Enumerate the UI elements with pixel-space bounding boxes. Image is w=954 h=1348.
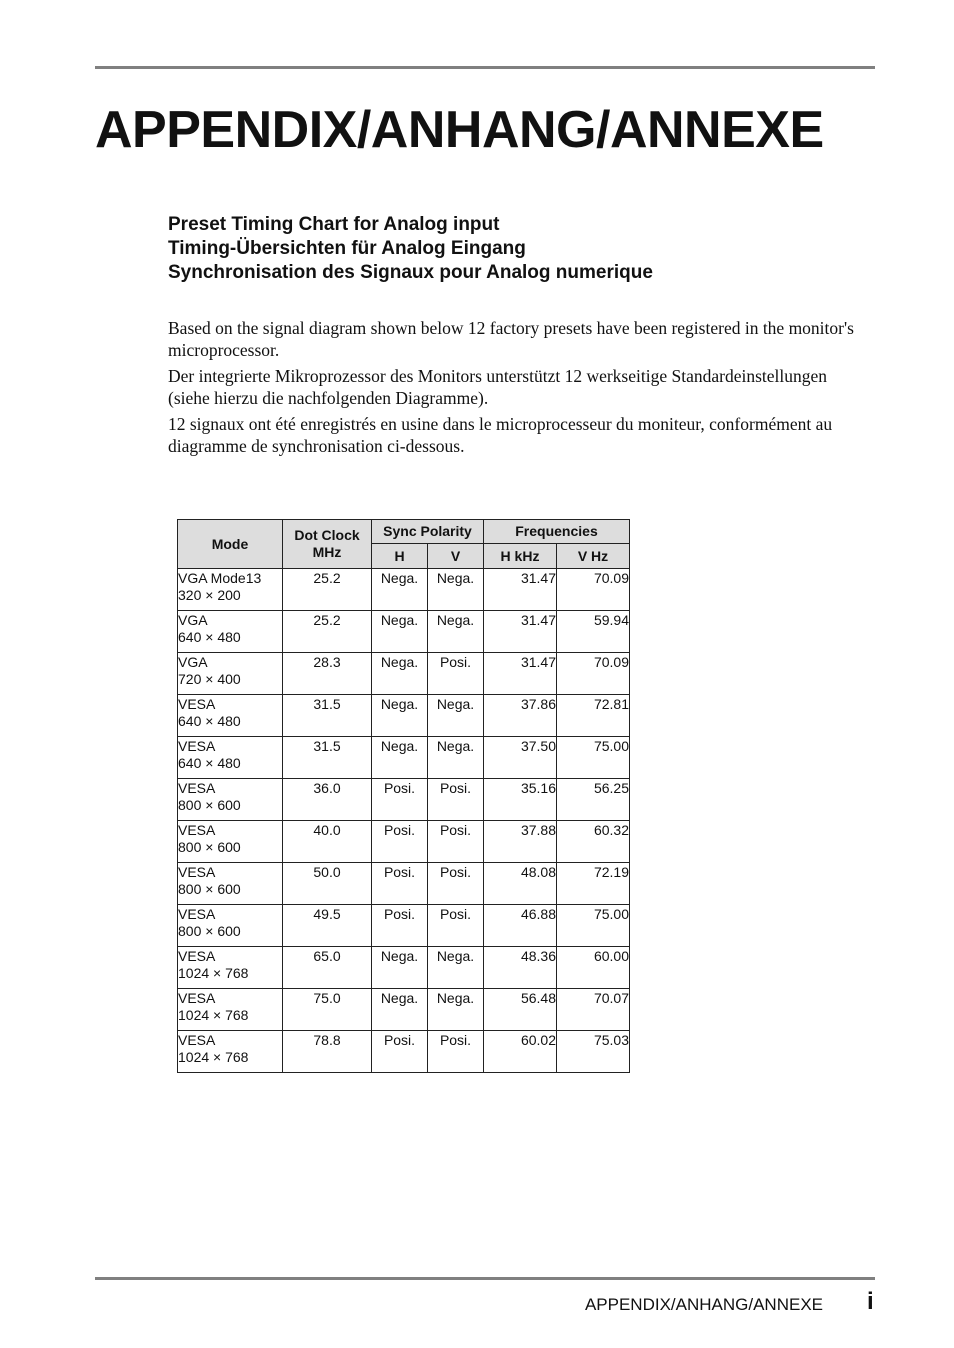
- mode-cell: [178, 569, 283, 611]
- mode-name: VESA: [178, 906, 216, 922]
- h-khz-value: 31.47: [520, 654, 556, 670]
- v-polarity-value: Nega.: [436, 948, 475, 964]
- table-row: [178, 1031, 630, 1073]
- v-hz-value: 70.07: [593, 990, 629, 1006]
- v-hz-cell: [557, 569, 630, 611]
- v-hz-value: 60.00: [593, 948, 629, 964]
- dot-clock-value: 31.5: [313, 696, 341, 712]
- dot-clock-cell: [283, 905, 372, 947]
- mode-resolution: 640 × 480: [178, 713, 241, 729]
- preset-timing-table: [177, 519, 630, 1073]
- table-row: [178, 569, 630, 611]
- header-h-khz: H kHz: [484, 544, 557, 569]
- h-polarity-value: Posi.: [383, 780, 416, 796]
- v-hz-cell: [557, 863, 630, 905]
- h-polarity-value: Posi.: [383, 864, 416, 880]
- mode-name: VGA Mode13: [178, 570, 262, 586]
- v-hz-value: 70.09: [593, 654, 629, 670]
- v-polarity-cell: [428, 989, 484, 1031]
- v-hz-cell: [557, 821, 630, 863]
- dot-clock-cell: [283, 737, 372, 779]
- h-polarity-cell: [372, 1031, 428, 1073]
- mode-cell: [178, 863, 283, 905]
- dot-clock-cell: [283, 779, 372, 821]
- dot-clock-value: 31.5: [313, 738, 341, 754]
- heading-english: Preset Timing Chart for Analog input: [168, 214, 500, 235]
- v-polarity-cell: [428, 569, 484, 611]
- h-polarity-cell: [372, 905, 428, 947]
- mode-resolution: 800 × 600: [178, 839, 241, 855]
- v-polarity-cell: [428, 779, 484, 821]
- dot-clock-cell: [283, 821, 372, 863]
- h-polarity-value: Nega.: [380, 612, 419, 628]
- dot-clock-cell: [283, 653, 372, 695]
- h-polarity-cell: [372, 779, 428, 821]
- header-dot-clock-unit: MHz: [312, 544, 342, 560]
- v-hz-cell: [557, 947, 630, 989]
- v-polarity-value: Posi.: [439, 864, 472, 880]
- dot-clock-cell: [283, 695, 372, 737]
- mode-name: VESA: [178, 990, 216, 1006]
- h-polarity-cell: [372, 947, 428, 989]
- mode-name: VESA: [178, 738, 216, 754]
- h-polarity-cell: [372, 989, 428, 1031]
- h-polarity-value: Nega.: [380, 948, 419, 964]
- v-polarity-cell: [428, 611, 484, 653]
- h-polarity-cell: [372, 821, 428, 863]
- v-polarity-cell: [428, 695, 484, 737]
- v-hz-cell: [557, 611, 630, 653]
- mode-name: VESA: [178, 1032, 216, 1048]
- mode-cell: [178, 779, 283, 821]
- table-row: [178, 947, 630, 989]
- v-hz-cell: [557, 989, 630, 1031]
- h-polarity-cell: [372, 737, 428, 779]
- heading-german: Timing-Übersichten für Analog Eingang: [168, 238, 526, 259]
- header-mode: Mode: [178, 520, 283, 569]
- paragraph-french: 12 signaux ont été enregistrés en usine dans le microprocesseur du moniteur, conformément au diagramme de synchronisation ci-dessous.: [168, 414, 833, 456]
- v-hz-value: 70.09: [593, 570, 629, 586]
- v-hz-value: 75.00: [593, 906, 629, 922]
- v-hz-cell: [557, 779, 630, 821]
- v-polarity-value: Posi.: [439, 1032, 472, 1048]
- h-khz-value: 60.02: [520, 1032, 556, 1048]
- dot-clock-value: 65.0: [313, 948, 341, 964]
- h-khz-cell: [484, 779, 557, 821]
- dot-clock-value: 28.3: [313, 654, 341, 670]
- v-polarity-value: Nega.: [436, 612, 475, 628]
- mode-resolution: 1024 × 768: [178, 1049, 249, 1065]
- header-v-hz: V Hz: [557, 544, 630, 569]
- v-polarity-cell: [428, 947, 484, 989]
- table-row: [178, 821, 630, 863]
- dot-clock-value: 78.8: [313, 1032, 341, 1048]
- h-khz-value: 48.36: [520, 948, 556, 964]
- h-polarity-value: Nega.: [380, 570, 419, 586]
- table-row: [178, 653, 630, 695]
- page-title: APPENDIX/ANHANG/ANNEXE: [95, 101, 824, 159]
- table-row: [178, 905, 630, 947]
- footer-label: APPENDIX/ANHANG/ANNEXE: [584, 1295, 823, 1314]
- h-khz-cell: [484, 1031, 557, 1073]
- mode-resolution: 640 × 480: [178, 755, 241, 771]
- table-row: [178, 695, 630, 737]
- v-polarity-cell: [428, 737, 484, 779]
- header-h: H: [372, 544, 428, 569]
- h-khz-cell: [484, 737, 557, 779]
- mode-resolution: 800 × 600: [178, 881, 241, 897]
- v-hz-cell: [557, 653, 630, 695]
- h-polarity-cell: [372, 611, 428, 653]
- h-polarity-value: Nega.: [380, 990, 419, 1006]
- v-hz-value: 59.94: [593, 612, 629, 628]
- h-polarity-cell: [372, 569, 428, 611]
- mode-cell: [178, 1031, 283, 1073]
- mode-name: VESA: [178, 822, 216, 838]
- h-polarity-cell: [372, 695, 428, 737]
- page-number: i: [867, 1288, 874, 1315]
- mode-name: VGA: [178, 654, 208, 670]
- dot-clock-cell: [283, 947, 372, 989]
- mode-name: VESA: [178, 696, 216, 712]
- table-row: [178, 779, 630, 821]
- dot-clock-value: 25.2: [313, 612, 341, 628]
- dot-clock-value: 49.5: [313, 906, 341, 922]
- top-rule: [95, 66, 875, 69]
- h-khz-cell: [484, 611, 557, 653]
- h-polarity-value: Posi.: [383, 822, 416, 838]
- dot-clock-value: 50.0: [313, 864, 341, 880]
- v-hz-cell: [557, 1031, 630, 1073]
- v-hz-value: 75.00: [593, 738, 629, 754]
- mode-cell: [178, 989, 283, 1031]
- v-polarity-value: Nega.: [436, 990, 475, 1006]
- h-khz-value: 46.88: [520, 906, 556, 922]
- section-headings: [168, 213, 653, 285]
- heading-french: Synchronisation des Signaux pour Analog numerique: [168, 262, 653, 283]
- h-khz-value: 31.47: [520, 570, 556, 586]
- dot-clock-cell: [283, 1031, 372, 1073]
- mode-resolution: 640 × 480: [178, 629, 241, 645]
- mode-cell: [178, 905, 283, 947]
- v-hz-value: 60.32: [593, 822, 629, 838]
- v-hz-value: 72.19: [593, 864, 629, 880]
- h-polarity-cell: [372, 653, 428, 695]
- h-khz-value: 37.50: [520, 738, 556, 754]
- v-polarity-cell: [428, 1031, 484, 1073]
- v-hz-cell: [557, 905, 630, 947]
- dot-clock-value: 40.0: [313, 822, 341, 838]
- dot-clock-value: 75.0: [313, 990, 341, 1006]
- v-polarity-cell: [428, 821, 484, 863]
- mode-name: VESA: [178, 948, 216, 964]
- h-khz-cell: [484, 569, 557, 611]
- v-polarity-value: Posi.: [439, 780, 472, 796]
- v-polarity-value: Posi.: [439, 822, 472, 838]
- mode-cell: [178, 821, 283, 863]
- paragraph-german: Der integrierte Mikroprozessor des Monitors unterstützt 12 werkseitige Standardeinstellungen (siehe hierzu die nachfolgenden Diagramme).: [168, 366, 828, 408]
- paragraph-english: Based on the signal diagram shown below 12 factory presets have been registered in the monitor's microprocessor.: [168, 318, 854, 360]
- dot-clock-cell: [283, 989, 372, 1031]
- h-polarity-value: Posi.: [383, 1032, 416, 1048]
- v-hz-cell: [557, 695, 630, 737]
- h-khz-value: 37.88: [520, 822, 556, 838]
- v-hz-value: 72.81: [593, 696, 629, 712]
- header-dot-clock: [283, 520, 372, 569]
- mode-name: VESA: [178, 780, 216, 796]
- table-row: [178, 863, 630, 905]
- mode-cell: [178, 695, 283, 737]
- mode-name: VESA: [178, 864, 216, 880]
- header-dot-clock-label: Dot Clock: [294, 527, 360, 543]
- dot-clock-value: 25.2: [313, 570, 341, 586]
- table-row: [178, 611, 630, 653]
- mode-cell: [178, 653, 283, 695]
- h-polarity-cell: [372, 863, 428, 905]
- v-polarity-value: Nega.: [436, 696, 475, 712]
- mode-resolution: 320 × 200: [178, 587, 241, 603]
- h-khz-value: 31.47: [520, 612, 556, 628]
- v-polarity-value: Posi.: [439, 654, 472, 670]
- intro-text: [168, 317, 873, 461]
- h-khz-value: 37.86: [520, 696, 556, 712]
- h-khz-cell: [484, 821, 557, 863]
- v-hz-value: 56.25: [593, 780, 629, 796]
- timing-table-body: [178, 569, 630, 1073]
- mode-resolution: 800 × 600: [178, 797, 241, 813]
- h-polarity-value: Posi.: [383, 906, 416, 922]
- mode-resolution: 1024 × 768: [178, 965, 249, 981]
- mode-resolution: 720 × 400: [178, 671, 241, 687]
- mode-resolution: 1024 × 768: [178, 1007, 249, 1023]
- table-row: [178, 737, 630, 779]
- h-khz-cell: [484, 695, 557, 737]
- v-polarity-cell: [428, 863, 484, 905]
- h-polarity-value: Nega.: [380, 696, 419, 712]
- h-khz-cell: [484, 863, 557, 905]
- v-hz-value: 75.03: [593, 1032, 629, 1048]
- header-frequencies: Frequencies: [484, 520, 630, 544]
- v-polarity-value: Nega.: [436, 738, 475, 754]
- bottom-rule: [95, 1277, 875, 1280]
- header-sync-polarity: Sync Polarity: [372, 520, 484, 544]
- v-polarity-cell: [428, 653, 484, 695]
- v-polarity-cell: [428, 905, 484, 947]
- mode-name: VGA: [178, 612, 208, 628]
- header-v: V: [428, 544, 484, 569]
- h-polarity-value: Nega.: [380, 738, 419, 754]
- v-hz-cell: [557, 737, 630, 779]
- mode-cell: [178, 611, 283, 653]
- h-khz-value: 48.08: [520, 864, 556, 880]
- dot-clock-cell: [283, 611, 372, 653]
- mode-cell: [178, 947, 283, 989]
- h-khz-cell: [484, 653, 557, 695]
- h-polarity-value: Nega.: [380, 654, 419, 670]
- dot-clock-cell: [283, 863, 372, 905]
- h-khz-value: 56.48: [520, 990, 556, 1006]
- h-khz-cell: [484, 905, 557, 947]
- dot-clock-cell: [283, 569, 372, 611]
- h-khz-value: 35.16: [520, 780, 556, 796]
- h-khz-cell: [484, 989, 557, 1031]
- table-row: [178, 989, 630, 1031]
- h-khz-cell: [484, 947, 557, 989]
- mode-resolution: 800 × 600: [178, 923, 241, 939]
- dot-clock-value: 36.0: [313, 780, 341, 796]
- mode-cell: [178, 737, 283, 779]
- v-polarity-value: Posi.: [439, 906, 472, 922]
- v-polarity-value: Nega.: [436, 570, 475, 586]
